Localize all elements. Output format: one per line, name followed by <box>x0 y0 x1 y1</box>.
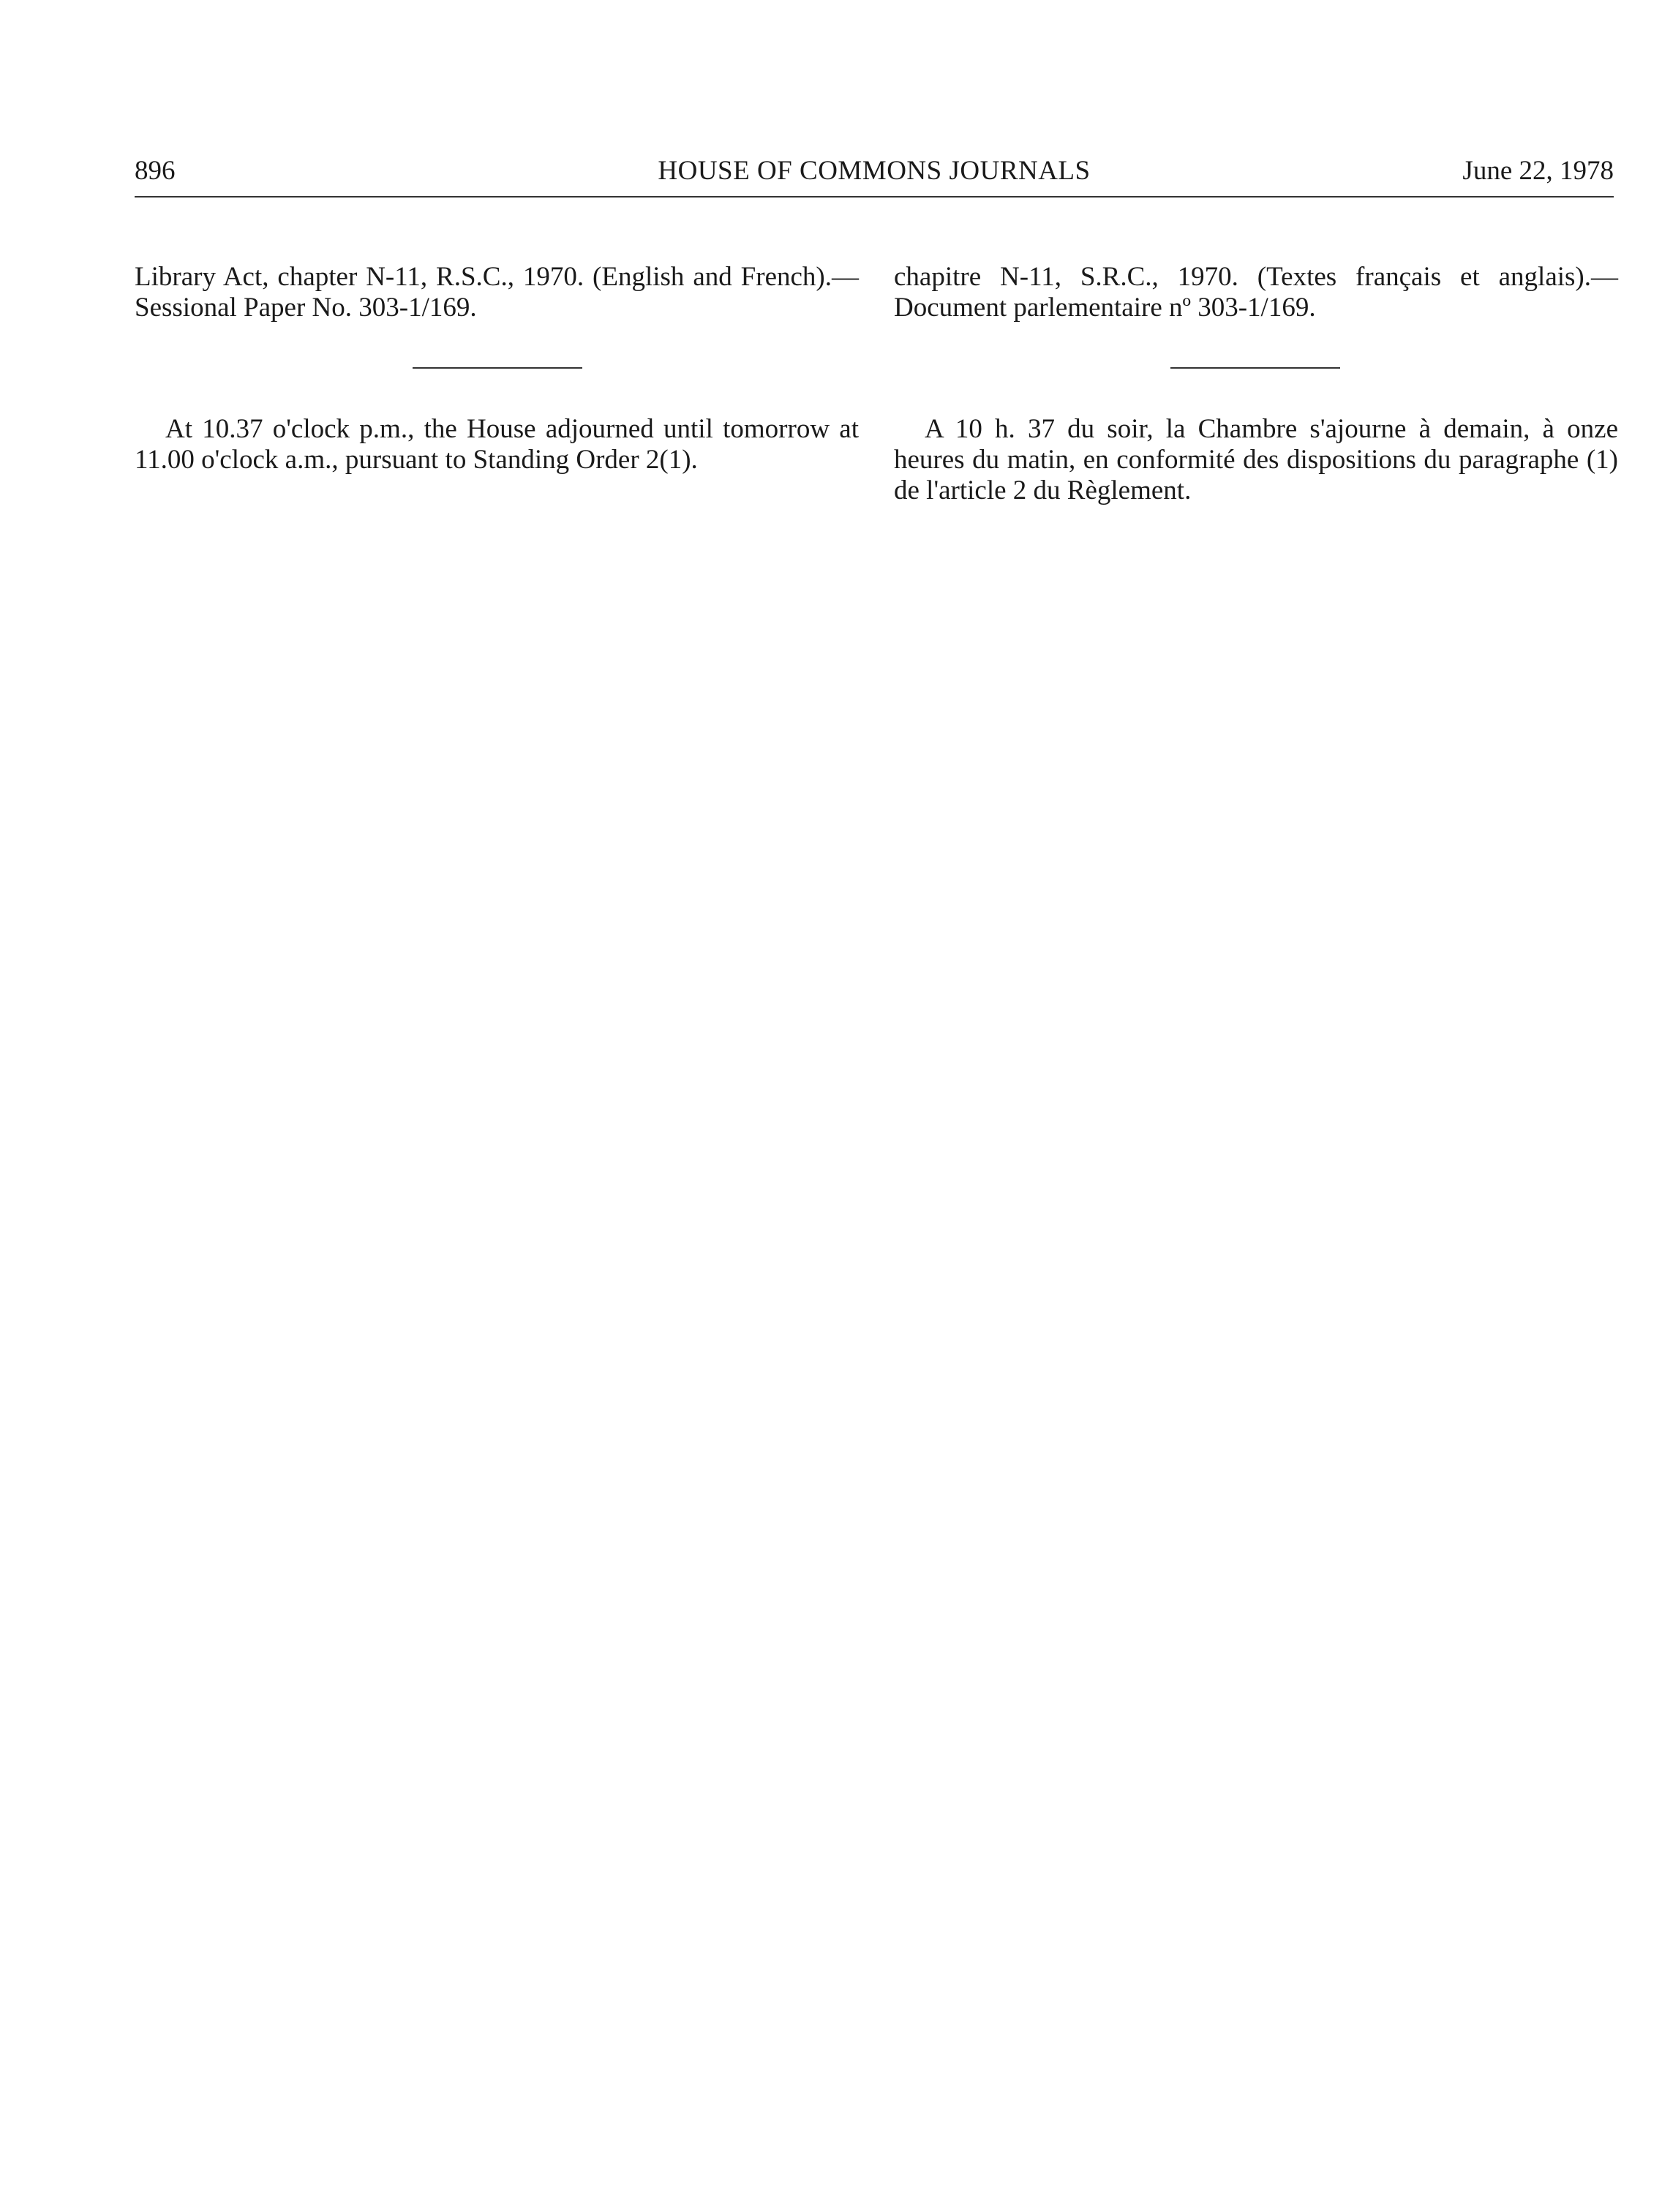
journal-title: HOUSE OF COMMONS JOURNALS <box>658 156 1091 186</box>
french-section-divider <box>1170 367 1340 369</box>
page-header <box>135 152 1614 198</box>
french-paragraph-adjournment: A 10 h. 37 du soir, la Chambre s'ajourne à demain, à onze heures du matin, en conformité des dispositions du paragraphe (1) de l'article 2 du Règlement. <box>894 414 1618 505</box>
english-column-adjournment <box>135 414 859 475</box>
french-column-continued-entry <box>894 262 1618 323</box>
french-paragraph-sessional-paper: chapitre N-11, S.R.C., 1970. (Textes français et anglais).— Document parlementaire nº 303-1/169. <box>894 262 1618 323</box>
english-paragraph-adjournment: At 10.37 o'clock p.m., the House adjourned until tomorrow at 11.00 o'clock a.m., pursuant to Standing Order 2(1). <box>135 414 859 475</box>
english-paragraph-sessional-paper: Library Act, chapter N-11, R.S.C., 1970. (English and French).—Sessional Paper No. 303-1/169. <box>135 262 859 323</box>
page-date: June 22, 1978 <box>1462 156 1614 186</box>
french-column-adjournment <box>894 414 1618 506</box>
page-number: 896 <box>135 156 176 186</box>
english-column-continued-entry <box>135 262 859 323</box>
english-section-divider <box>413 367 582 369</box>
